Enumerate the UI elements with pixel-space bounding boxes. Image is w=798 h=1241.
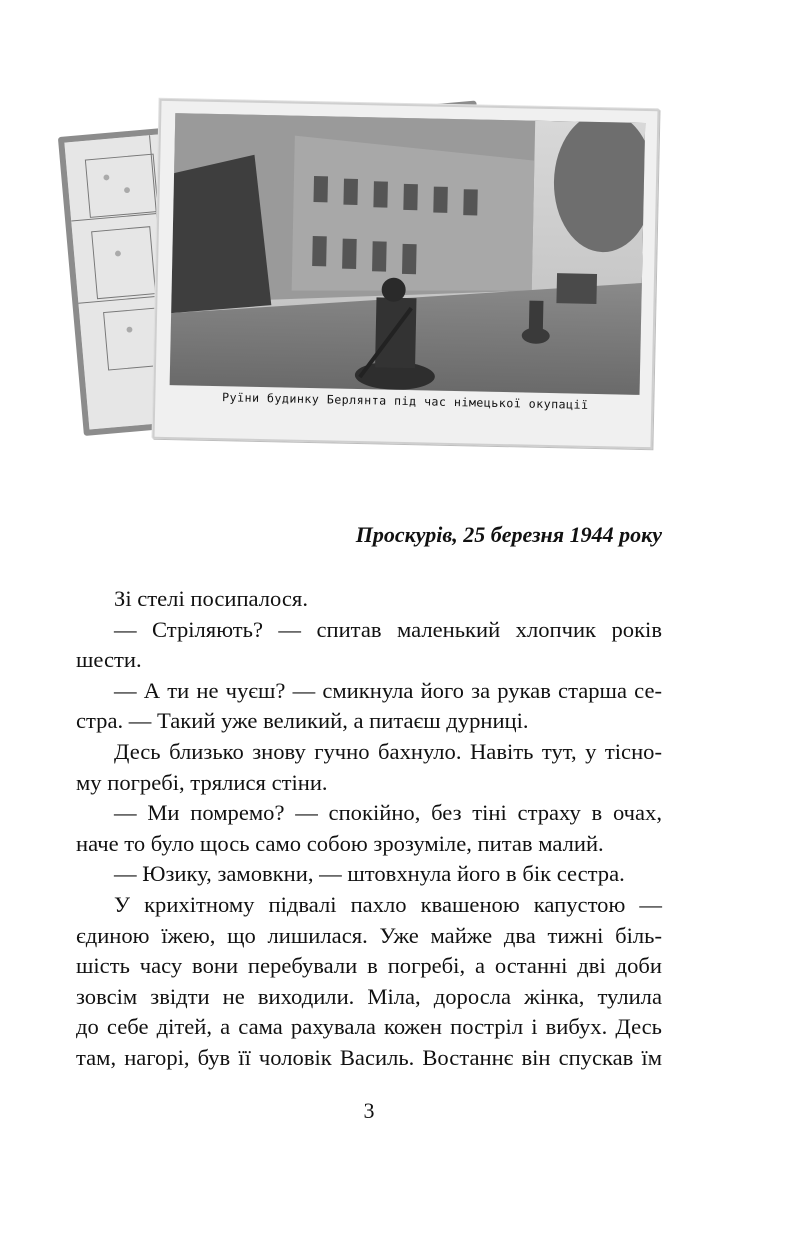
body-text: [76, 584, 662, 1074]
text-line: шість часу вони перебували в погребі, а останні дві доби: [76, 953, 662, 979]
text-line: єдиною їжею, що лишилася. Уже майже два тижні біль-: [76, 922, 662, 948]
historic-photo: [170, 113, 646, 395]
text-line: — А ти не чуєш? — смикнула його за рукав старша се-: [114, 677, 662, 703]
text-line: стра. — Такий уже великий, а питаєш дурниці.: [76, 708, 529, 734]
photo-card: [152, 99, 659, 449]
page-number: 3: [363, 1098, 375, 1123]
text-line: там, нагорі, був її чоловік Василь. Востаннє він спускав їм: [76, 1044, 662, 1070]
text-line: му погребі, трялися стіни.: [76, 769, 328, 795]
text-line: — Юзику, замовкни, — штовхнула його в бік сестра.: [114, 861, 625, 887]
chapter-heading: Проскурів, 25 березня 1944 року: [355, 522, 662, 547]
text-line: зовсім звідти не виходили. Міла, доросла жінка, тулила: [76, 983, 662, 1009]
text-line: — Ми помремо? — спокійно, без тіні страху в очах,: [114, 800, 662, 826]
street-ruins-photo: [170, 113, 646, 395]
text-line: наче то було щось само собою зрозуміле, питав малий.: [76, 830, 604, 856]
photo-caption: Руїни будинку Берлянта під час німецької окупації: [221, 390, 589, 412]
text-line: Зі стелі посипалося.: [114, 586, 308, 611]
text-line: Десь близько знову гучно бахнуло. Навіть тут, у тісно-: [114, 738, 662, 764]
text-line: шести.: [76, 647, 142, 673]
text-line: У крихітному підвалі пахло квашеною капустою —: [114, 891, 662, 917]
illustration-collage: [76, 96, 676, 456]
text-line: — Стріляють? — спитав маленький хлопчик років: [114, 616, 662, 642]
text-line: до себе дітей, а сама рахувала кожен постріл і вибух. Десь: [76, 1014, 662, 1040]
